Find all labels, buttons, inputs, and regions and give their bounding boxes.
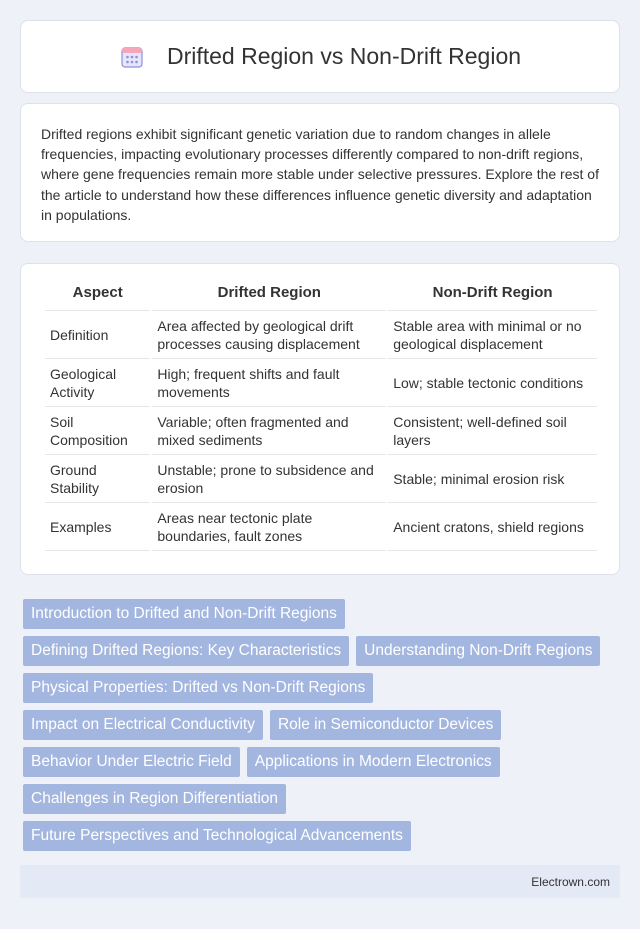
- comparison-table: [43, 284, 599, 551]
- tag-row: [23, 747, 623, 777]
- tag-row: [23, 784, 623, 814]
- topic-tag-electrical-conductivity[interactable]: Impact on Electrical Conductivity: [23, 710, 263, 740]
- table-row: [45, 359, 597, 407]
- table-cell: Consistent; well-defined soil layers: [388, 407, 597, 455]
- footer-site-link[interactable]: Electrown.com: [531, 874, 610, 889]
- title-card: [20, 20, 620, 93]
- header-non-drift-region: Non-Drift Region: [388, 284, 597, 311]
- table-row: [45, 503, 597, 551]
- topic-tag-future-perspectives[interactable]: Future Perspectives and Technological Advancements: [23, 821, 411, 851]
- header-drifted-region: Drifted Region: [152, 284, 386, 311]
- table-cell: Definition: [45, 311, 150, 359]
- table-cell: Low; stable tectonic conditions: [388, 359, 597, 407]
- intro-text: Drifted regions exhibit significant genetic variation due to random changes in allele frequencies, impacting evolutionary processes differently compared to non-drift regions, where gene frequencies remain more stable under selective pressures. Explore the rest of the article to understand how these differences influence genetic diversity and adaptation in populations.: [41, 126, 599, 223]
- tag-row: [23, 673, 623, 703]
- table-header-row: [45, 284, 597, 311]
- table-cell: Stable; minimal erosion risk: [388, 455, 597, 503]
- table-cell: Soil Composition: [45, 407, 150, 455]
- tag-row: [23, 636, 623, 666]
- table-cell: Variable; often fragmented and mixed sediments: [152, 407, 386, 455]
- topic-tag-modern-electronics[interactable]: Applications in Modern Electronics: [247, 747, 500, 777]
- calendar-grid-icon: [119, 44, 145, 70]
- topic-tag-defining-drifted[interactable]: Defining Drifted Regions: Key Characteristics: [23, 636, 349, 666]
- tag-row: [23, 710, 623, 740]
- topic-tag-introduction[interactable]: Introduction to Drifted and Non-Drift Regions: [23, 599, 345, 629]
- topic-tag-physical-properties[interactable]: Physical Properties: Drifted vs Non-Drift Regions: [23, 673, 373, 703]
- table-cell: Examples: [45, 503, 150, 551]
- tag-row: [23, 821, 623, 851]
- table-cell: High; frequent shifts and fault movements: [152, 359, 386, 407]
- intro-card: [20, 103, 620, 242]
- table-cell: Unstable; prone to subsidence and erosion: [152, 455, 386, 503]
- page-title: Drifted Region vs Non-Drift Region: [166, 43, 522, 69]
- topic-tag-understanding-non-drift[interactable]: Understanding Non-Drift Regions: [356, 636, 600, 666]
- table-row: [45, 407, 597, 455]
- topic-tags: [23, 599, 623, 858]
- table-cell: Ground Stability: [45, 455, 150, 503]
- table-row: [45, 455, 597, 503]
- table-cell: Ancient cratons, shield regions: [388, 503, 597, 551]
- table-row: [45, 311, 597, 359]
- topic-tag-electric-field[interactable]: Behavior Under Electric Field: [23, 747, 240, 777]
- header-aspect: Aspect: [45, 284, 150, 311]
- comparison-table-card: [20, 263, 620, 575]
- table-cell: Area affected by geological drift processes causing displacement: [152, 311, 386, 359]
- topic-tag-challenges[interactable]: Challenges in Region Differentiation: [23, 784, 286, 814]
- footer: [20, 865, 620, 898]
- topic-tag-semiconductor-devices[interactable]: Role in Semiconductor Devices: [270, 710, 501, 740]
- table-cell: Geological Activity: [45, 359, 150, 407]
- tag-row: [23, 599, 623, 629]
- table-cell: Stable area with minimal or no geological displacement: [388, 311, 597, 359]
- table-cell: Areas near tectonic plate boundaries, fault zones: [152, 503, 386, 551]
